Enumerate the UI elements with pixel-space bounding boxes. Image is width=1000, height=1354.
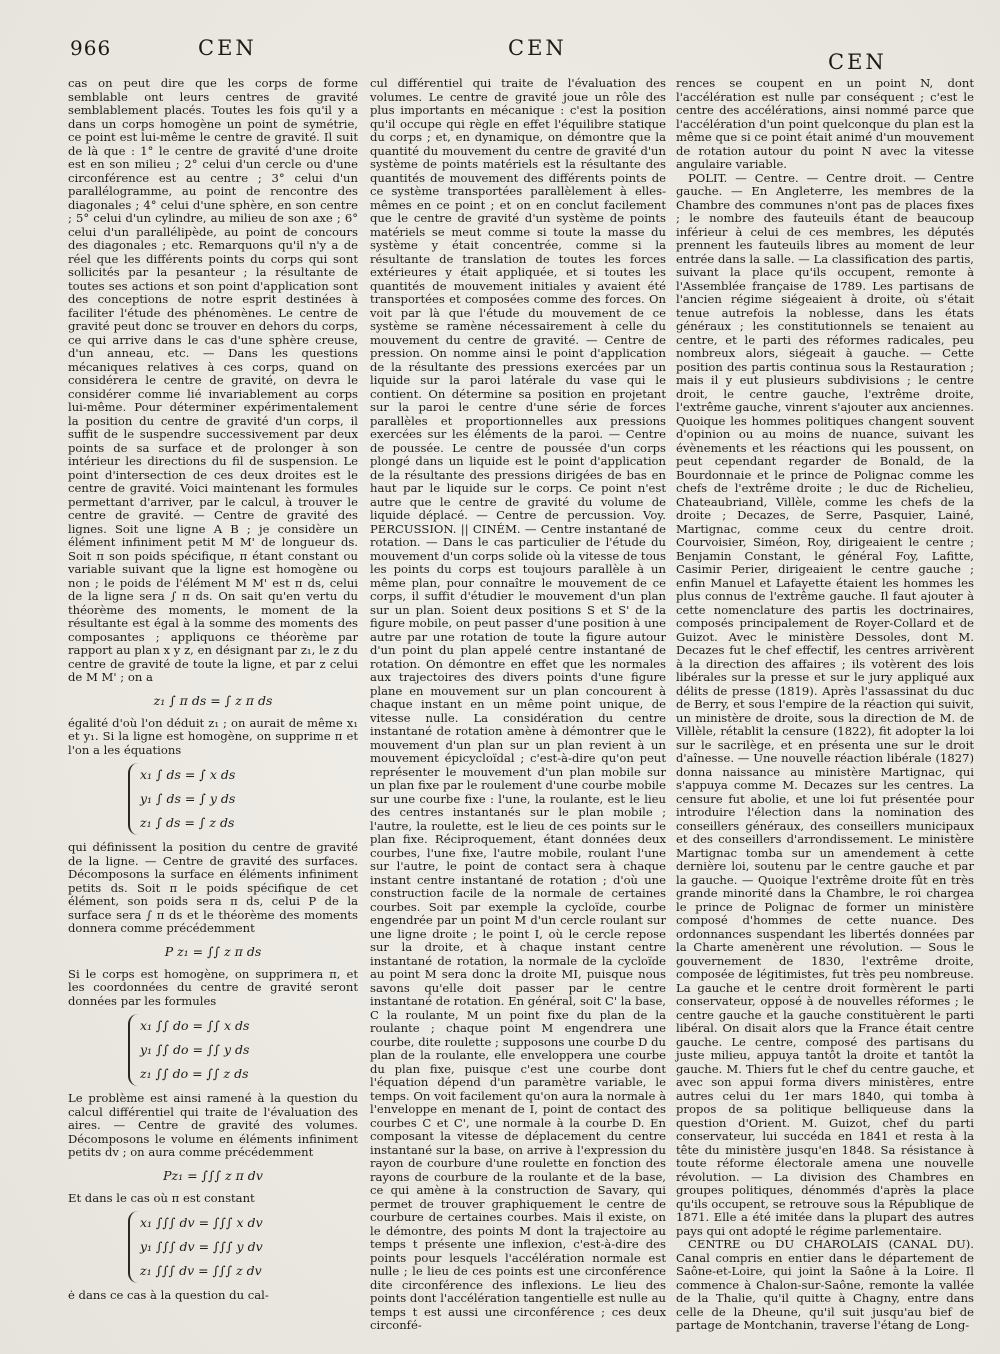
- paragraph: cas on peut dire que les corps de forme semblable ont leurs centres de gravité semblablement placés. Toutes les fois qu'il y a dans un corps homogène un point de symétrie, ce point est lui-même le centre de gravité. Il suit de là que : 1° le centre de gravité d'une droite est en son milieu ; 2° celui d'un cercle ou d'une circonférence est au centre ; 3° celui d'un parallélogramme, au point de rencontre des diagonales ; 4° celui d'une sphère, en son centre ; 5° celui d'un cylindre, au milieu de son axe ; 6° celui d'un parallélipède, au point de concours des diagonales ; etc. Remarquons qu'il n'y a de réel que les différents points du corps qui sont sollicités par la pesanteur ; la résultante de toutes ses actions et son point d'application sont des conceptions de notre esprit destinées à faciliter l'étude des phénomènes. Le centre de gravité peut donc se trouver en dehors du corps, ce qui arrive dans le cas d'une sphère creuse, d'un anneau, etc. — Dans les questions mécaniques relatives à ces corps, quand on considérera le centre de gravité, on devra le considérer comme lié invariablement au corps lui-même. Pour déterminer expérimentalement la position du centre de gravité d'un corps, il suffit de le suspendre successivement par deux points de sa surface et de prolonger à son intérieur les directions du fil de suspension. Le point d'intersection de ces deux droites est le centre de gravité. Voici maintenant les formules permettant d'arriver, par le calcul, à trouver le centre de gravité. — Centre de gravité des lignes. Soit une ligne A B ; je considère un élément infiniment petit M M' de longueur ds. Soit π son poids spécifique, π étant constant ou variable suivant que la ligne est homogène ou non ; le poids de l'élément M M' est π ds, celui de la ligne sera ∫ π ds. On sait qu'en vertu du théorème des moments, le moment de la résultante est égal à la somme des moments des composantes ; appliquons ce théorème par rapport au plan x y z, en désignant par z₁, le z du centre de gravité de toute la ligne, et par z celui de M M' ; on a: [68, 76, 358, 684]
- formula: P z₁ = ∫∫ z π ds: [164, 943, 262, 959]
- formula: z₁ ∫ π ds = ∫ z π ds: [153, 692, 273, 708]
- entry-canal-du-centre: CENTRE ou DU CHAROLAIS (CANAL DU). Canal compris en entier dans le département de Saône-et-Loire, qui joint la Saône à la Loire. Il commence à Chalon-sur-Saône, remonte la vallée de la Thalie, qu'il quitte à Chagny, entre dans celle de la Dheune, qu'il suit jusqu'au bief de partage de Montchanin, traverse l'étang de Long-: [676, 1237, 974, 1332]
- formula: Pz₁ = ∫∫∫ z π dv: [163, 1167, 263, 1183]
- paragraph: qui définissent la position du centre de gravité de la ligne. — Centre de gravité des surfaces. Décomposons la surface en éléments infiniment petits ds. Soit π le poids spécifique de cet élément, son poids sera π ds, celui P de la surface sera ∫ π ds et le théorème des moments donnera comme précédemment: [68, 840, 358, 935]
- paragraph: égalité d'où l'on déduit z₁ ; on aurait de même x₁ et y₁. Si la ligne est homogène, on supprime π et l'on a les équations: [68, 715, 358, 757]
- headword-center: CEN: [508, 36, 567, 60]
- headword-left: CEN: [198, 36, 257, 60]
- formula-line: y₁ ∫∫∫ dv = ∫∫∫ y dv: [140, 1239, 263, 1254]
- paragraph: cul différentiel qui traite de l'évaluation des volumes. Le centre de gravité joue un rôle des plus importants en mécanique : c'est la position qu'il occupe qui règle en effet l'équilibre statique du corps ; et, en dynamique, on démontre que la quantité du mouvement du centre de gravité d'un système de points matériels est la résultante des quantités de mouvement des différents points de ce système transportées parallèlement à elles-mêmes en ce point ; et on en conclut facilement que le centre de gravité d'un système de points matériels se meut comme si toute la masse du système y était concentrée, comme si la résultante de translation de toutes les forces extérieures y était appliquée, et si toutes les quantités de mouvement initiales y avaient été transportées et composées comme des forces. On voit par là que l'étude du mouvement de ce système se ramène nécessairement à celle du mouvement du centre de gravité. — Centre de pression. On nomme ainsi le point d'application de la résultante des pressions exercées par un liquide sur la paroi latérale du vase qui le contient. On détermine sa position en projetant sur la paroi le centre d'une série de forces parallèles et proportionnelles aux pressions exercées sur les éléments de la paroi. — Centre de poussée. Le centre de poussée d'un corps plongé dans un liquide est le point d'application de la résultante des pressions dirigées de bas en haut par le liquide sur le corps. Ce point n'est autre que le centre de gravité du volume de liquide déplacé. — Centre de percussion. Voy. PERCUSSION. || CINÉM. — Centre instantané de rotation. — Dans le cas particulier de l'étude du mouvement d'un corps solide où la vitesse de tous les points du corps est toujours parallèle à un même plan, pour connaître le mouvement de ce corps, il suffit d'étudier le mouvement d'un plan sur un plan. Soient deux positions S et S' de la figure mobile, on peut passer d'une position à une autre par une rotation de toute la figure autour d'un point du plan appelé centre instantané de rotation. On démontre en effet que les normales aux trajectoires des divers points d'une figure plane en mouvement sur un plan concourent à chaque instant en un même point unique, de vitesse nulle. La considération du centre instantané de rotation amène à démontrer que le mouvement d'un plan sur un plan revient à un mouvement épicycloïdal ; c'est-à-dire qu'on peut représenter le mouvement d'un plan mobile sur un plan fixe par le roulement d'une courbe mobile sur une courbe fixe : l'une, la roulante, est le lieu des centres instantanés sur le plan mobile ; l'autre, la roulette, est le lieu de ces points sur le plan fixe. Réciproquement, étant données deux courbes, l'une fixe, l'autre mobile, roulant l'une sur l'autre, le point de contact sera à chaque instant centre instantané de rotation ; d'où une construction facile de la normale de certaines courbes. Soit par exemple la cycloïde, courbe engendrée par un point M d'un cercle roulant sur une ligne droite ; le point I, où le cercle repose sur la droite, et à chaque instant centre instantané de rotation, la normale de la cycloïde au point M sera donc la droite MI, puisque nous savons qu'elle doit passer par le centre instantané de rotation. En général, soit C' la base, C la roulante, M un point fixe du plan de la roulante ; chaque point M engendrera une courbe, dite roulette ; supposons une courbe D du plan de la roulante, elle enveloppera une courbe du plan fixe, puisque c'est une courbe dont l'équation dépend d'un paramètre variable, le temps. On voit facilement qu'on aura la normale à l'enveloppe en menant de I, point de contact des courbes C et C', une normale à la courbe D. En composant la vitesse de déplacement du centre instantané sur la base, on arrive à l'expression du rayon de courbure d'une roulette en fonction des rayons de courbure de la roulante et de la base, ce qui amène à la construction de Savary, qui permet de trouver graphiquement le centre de courbure de certaines courbes. Mais il existe, on le démontre, des points M dont la trajectoire au temps t présente une inflexion, c'est-à-dire des points pour lesquels l'accélération normale est nulle ; le lieu de ces points est une circonférence dite circonférence des inflexions. Le lieu des points dont l'accélération tangentielle est nulle au temps t est aussi une circonférence ; ces deux circonfé-: [370, 76, 666, 1332]
- paragraph: ė dans ce cas à la question du cal-: [68, 1288, 269, 1302]
- headword-right: CEN: [828, 50, 887, 74]
- paragraph: Le problème est ainsi ramené à la question du calcul différentiel qui traite de l'évaluation des aires. — Centre de gravité des volumes. Décomposons le volume en éléments infiniment petits dv ; on aura comme précédemment: [68, 1091, 358, 1159]
- formula-line: y₁ ∫∫ do = ∫∫ y ds: [140, 1042, 250, 1057]
- paragraph: rences se coupent en un point N, dont l'accélération est nulle par conséquent ; c'est le centre des accélérations, ainsi nommé parce que l'accélération d'un point quelconque du plan est la même que si ce point était animé d'un mouvement de rotation autour du point N avec la vitesse angulaire variable.: [676, 76, 974, 171]
- formula-line: y₁ ∫ ds = ∫ y ds: [140, 791, 236, 806]
- formula-system: [128, 763, 358, 835]
- formula-system: [128, 1211, 358, 1283]
- paragraph: Et dans le cas où π est constant: [68, 1190, 255, 1205]
- column-1: [68, 77, 358, 1303]
- formula-line: x₁ ∫∫ do = ∫∫ x ds: [140, 1018, 250, 1033]
- formula-line: z₁ ∫ ds = ∫ z ds: [140, 815, 235, 830]
- formula-line: x₁ ∫ ds = ∫ x ds: [140, 767, 236, 782]
- formula-system: [128, 1014, 358, 1086]
- formula-line: z₁ ∫∫ do = ∫∫ z ds: [140, 1066, 249, 1081]
- formula-line: z₁ ∫∫∫ dv = ∫∫∫ z dv: [140, 1263, 262, 1278]
- formula-line: x₁ ∫∫∫ dv = ∫∫∫ x dv: [140, 1215, 263, 1230]
- page-number: 966: [70, 36, 112, 60]
- running-header: [0, 36, 1000, 76]
- entry-polit: POLIT. — Centre. — Centre droit. — Centre gauche. — En Angleterre, les membres de la Chambre des communes n'ont pas de places fixes ; le nombre des fauteuils étant de beaucoup inférieur à celui de ces membres, les députés prennent les fauteuils libres au moment de leur entrée dans la salle. — La classification des partis, suivant la place qu'ils occupent, remonte à l'Assemblée française de 1789. Les partisans de l'ancien régime siégeaient à droite, où s'était tenue autrefois la noblesse, dans les états généraux ; les constitutionnels se tenaient au centre, et le parti des réformes radicales, peu nombreux alors, siégeait à gauche. — Cette position des partis continua sous la Restauration ; mais il y eut plusieurs subdivisions ; le centre droit, le centre gauche, l'extrême droite, l'extrême gauche, vinrent s'ajouter aux anciennes. Quoique les hommes politiques changent souvent d'opinion ou au moins de nuance, suivant les évènements et les réactions qui les poussent, on peut cependant regarder de Bonald, de la Bourdonnaie et le prince de Polignac comme les chefs de l'extrême droite ; le duc de Richelieu, Chateaubriand, Villèle, comme les chefs de la droite ; Decazes, de Serre, Pasquier, Lainé, Martignac, comme ceux du centre droit. Courvoisier, Siméon, Roy, dirigeaient le centre ; Benjamin Constant, le général Foy, Lafitte, Casimir Perier, dirigeaient le centre gauche ; enfin Manuel et Lafayette étaient les hommes les plus connus de l'extrême gauche. Il faut ajouter à cette nomenclature des partis les doctrinaires, composés principalement de Royer-Collard et de Guizot. Avec le ministère Dessoles, dont M. Decazes fut le chef effectif, les centres arrivèrent à la direction des affaires ; ils votèrent des lois libérales sur la presse et sur le jury appliqué aux délits de presse (1819). Après l'assassinat du duc de Berry, et sous l'empire de la réaction qui suivit, un ministère de droite, sous la direction de M. de Villèle, rétablit la censure (1822), fit adopter la loi sur le sacrilège, et en présenta une sur le droit d'aînesse. — Une nouvelle réaction libérale (1827) donna naissance au ministère Martignac, qui s'appuya comme M. Decazes sur les centres. La censure fut abolie, et une loi fut présentée pour introduire l'élection dans la nomination des conseillers généraux, des conseillers municipaux et des conseillers d'arrondissement. Le ministère Martignac tomba sur un amendement à cette dernière loi, soutenu par le centre gauche et par la gauche. — Quoique l'extrême droite fût en très grande minorité dans la Chambre, le roi chargea le prince de Polignac de former un ministère composé d'hommes de cette nuance. Des ordonnances suspendant les libertés données par la Charte amenèrent une révolution. — Sous le gouvernement de 1830, l'extrême droite, composée de légitimistes, fut très peu nombreuse. La gauche et le centre droit formèrent le parti conservateur, opposé à de nouvelles réformes ; le centre gauche et la gauche constituèrent le parti libéral. On disait alors que la France était centre gauche. Le centre, composé des partisans du juste milieu, appuya tantôt la droite et tantôt la gauche. M. Thiers fut le chef du centre gauche, et avec son appui forma divers ministères, entre autres celui du 1er mars 1840, qui tomba à propos de sa politique belliqueuse dans la question d'Orient. M. Guizot, chef du parti conservateur, lui succéda en 1841 et resta à la tête du ministère jusqu'en 1848. Sa résistance à toute réforme électorale amena une nouvelle révolution. — La division des Chambres en groupes politiques, dénommés d'après la place qu'ils occupent, se retrouve sous la République de 1871. Elle a été imitée dans la plupart des autres pays qui ont adopté le régime parlementaire.: [676, 170, 974, 1238]
- column-3: [676, 77, 974, 1333]
- column-2: [370, 77, 666, 1333]
- paragraph: Si le corps est homogène, on supprimera π, et les coordonnées du centre de gravité seront données par les formules: [68, 966, 358, 1008]
